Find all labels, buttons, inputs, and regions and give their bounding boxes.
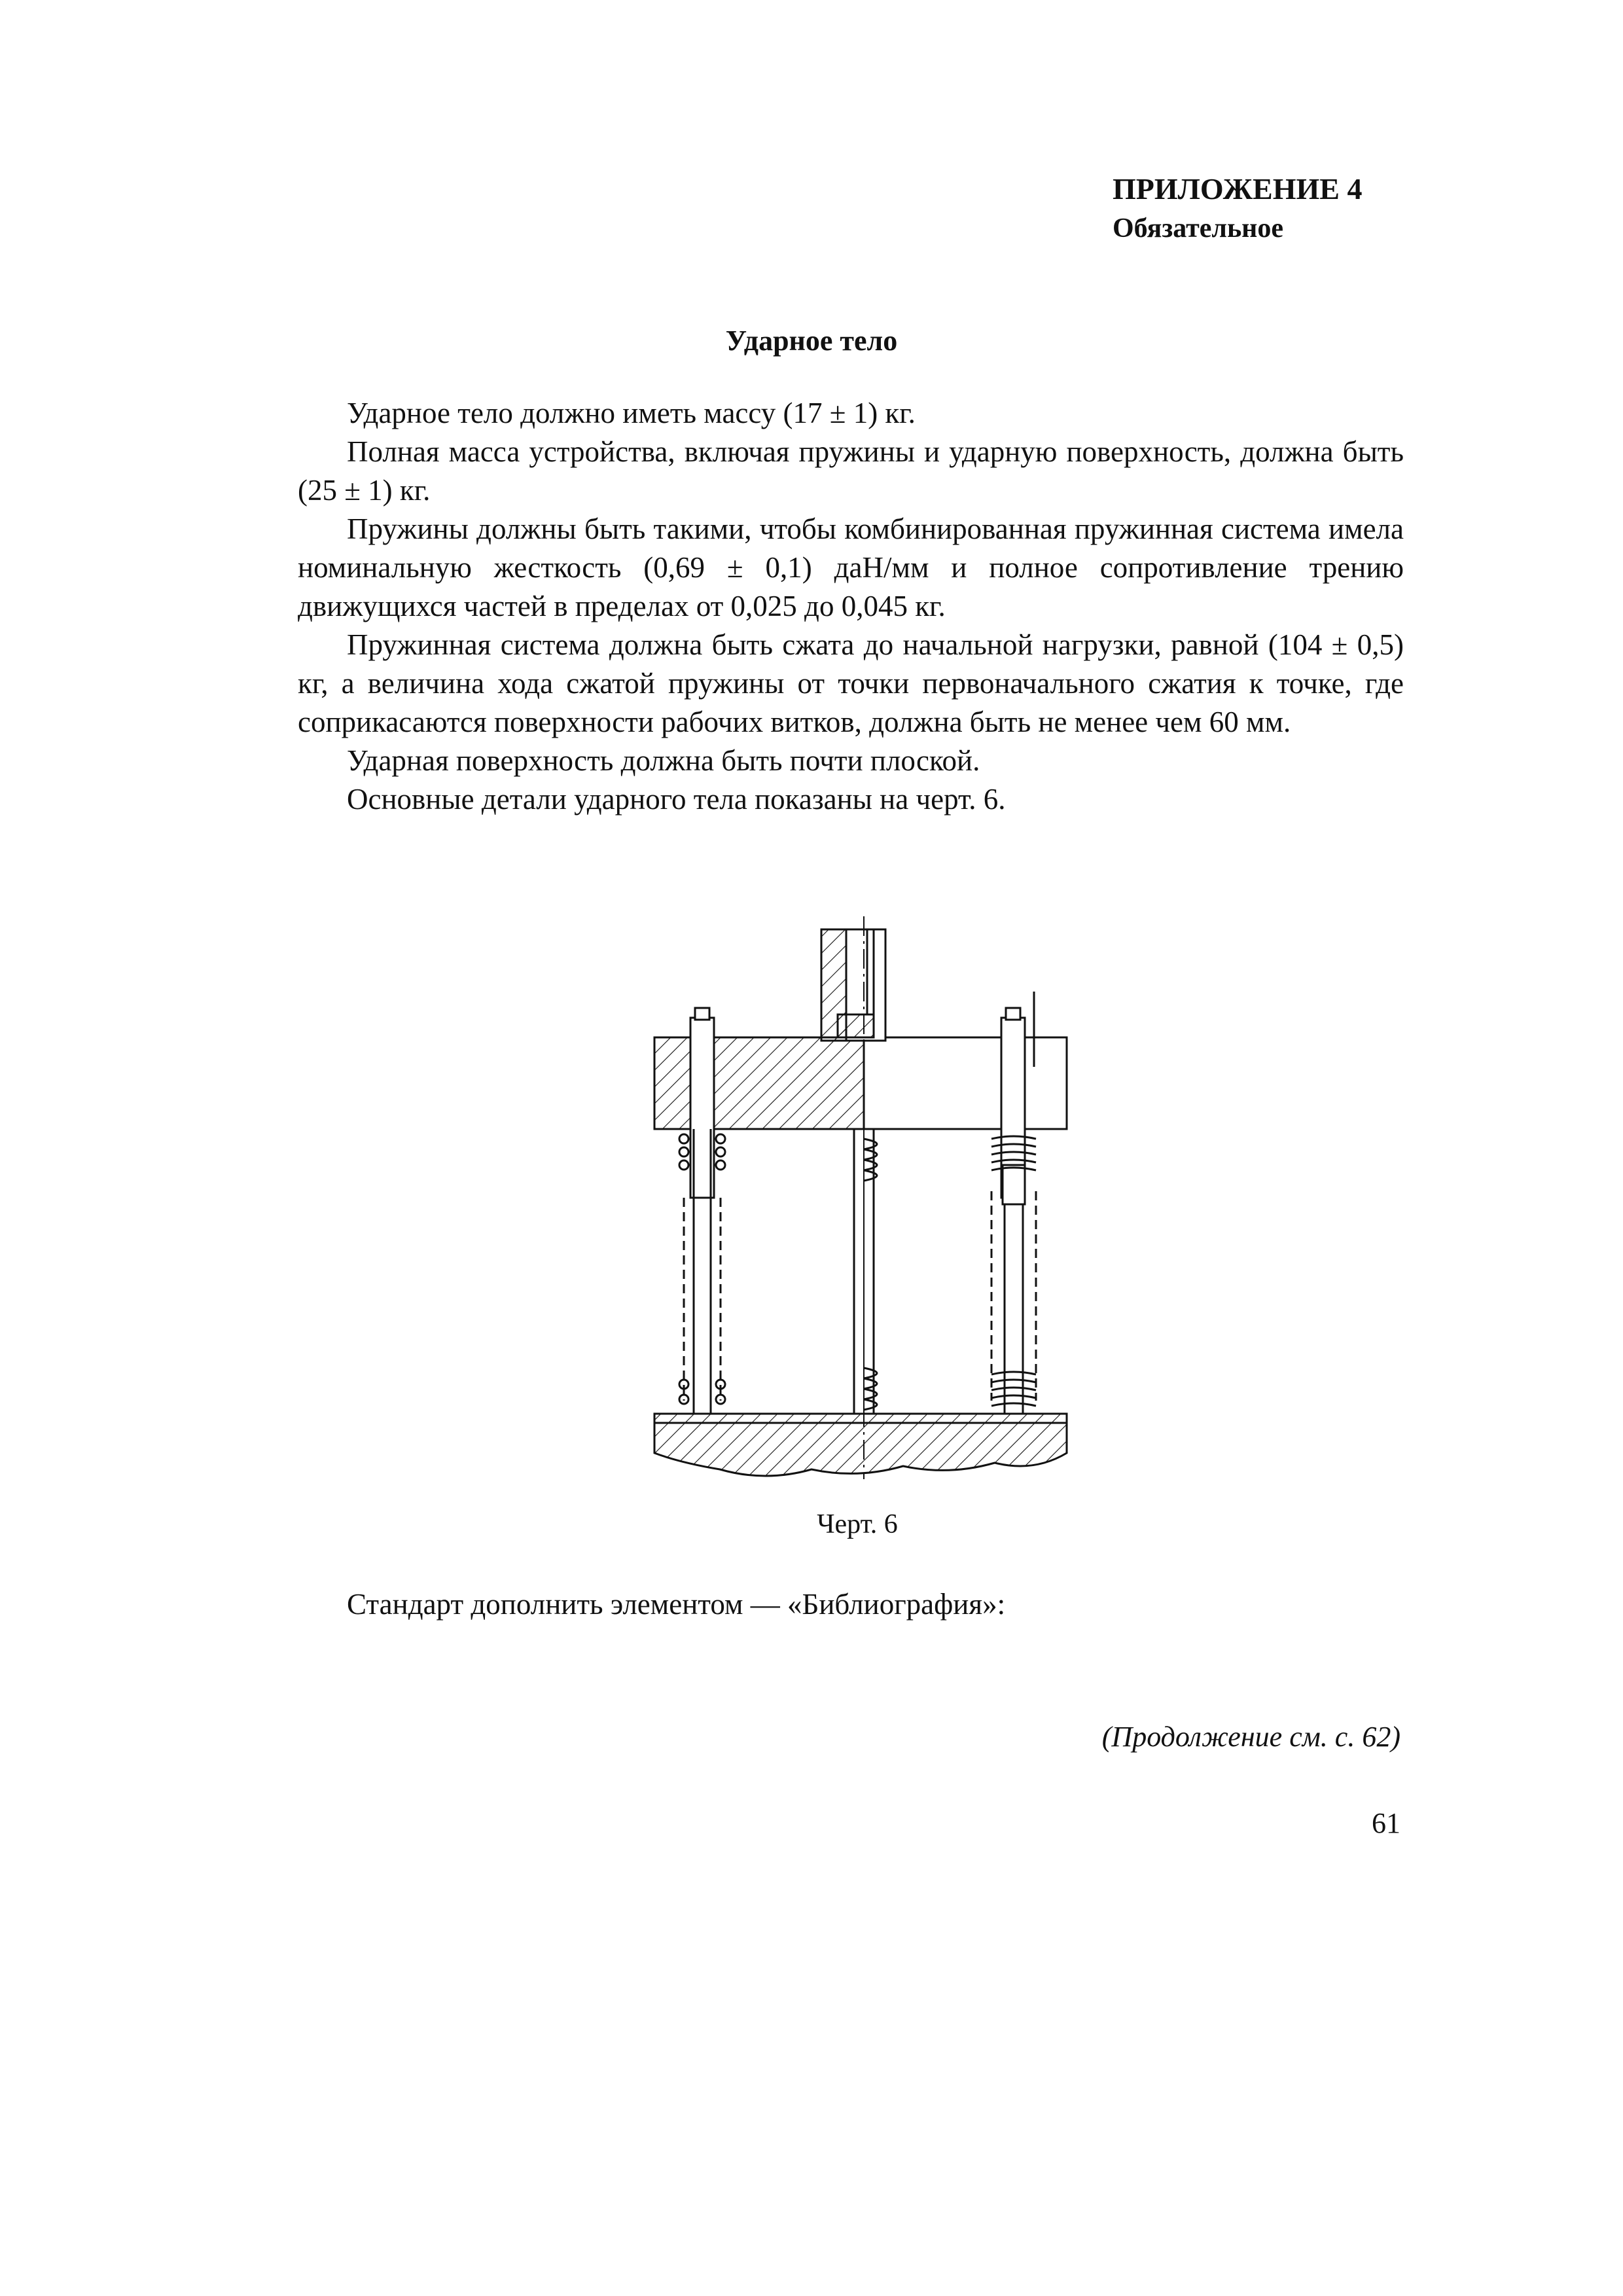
body-text — [298, 394, 1404, 819]
impact-body-drawing — [641, 916, 1086, 1479]
paragraph-springs: Пружины должны быть такими, чтобы комбинированная пружинная система имела номинальную жесткость (0,69 ± 0,1) даН/мм и полное сопротивление трению движущихся частей в пределах от 0,025 до 0,045 кг. — [298, 512, 1404, 622]
standard-note: Стандарт дополнить элементом — «Библиография»: — [347, 1588, 1006, 1621]
paragraph-spring-system: Пружинная система должна быть сжата до начальной нагрузки, равной (104 ± 0,5) кг, а величина хода сжатой пружины от точки первоначального сжатия к точке, где соприкасаются поверхности рабочих витков, должна быть не менее чем 60 мм. — [298, 628, 1404, 738]
continuation-note: (Продолжение см. с. 62) — [1101, 1721, 1400, 1753]
paragraph-mass: Ударное тело должно иметь массу (17 ± 1) кг. — [347, 397, 916, 429]
page-number: 61 — [1372, 1807, 1400, 1839]
paragraph-total-mass: Полная масса устройства, включая пружины и ударную поверхность, должна быть (25 ± 1) кг. — [298, 435, 1404, 507]
section-title: Ударное тело — [725, 325, 898, 357]
appendix-status: Обязательное — [1113, 213, 1284, 243]
paragraph-details: Основные детали ударного тела показаны на черт. 6. — [347, 783, 1006, 816]
figure-caption: Черт. 6 — [817, 1509, 898, 1539]
appendix-title: ПРИЛОЖЕНИЕ 4 — [1113, 172, 1363, 206]
paragraph-surface: Ударная поверхность должна быть почти плоской. — [347, 744, 980, 777]
